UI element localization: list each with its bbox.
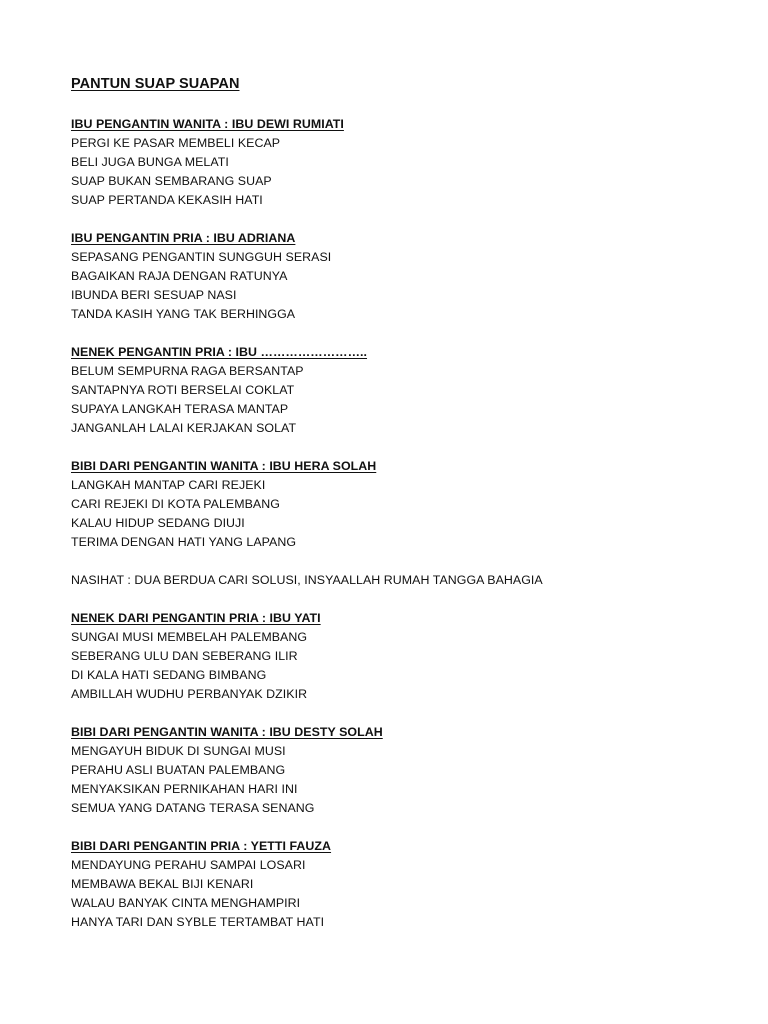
document-title: PANTUN SUAP SUAPAN [71,76,240,92]
verse-line: LANGKAH MANTAP CARI REJEKI [71,478,266,492]
pantun-section-bibi-pengantin-pria [71,837,731,932]
verse-line: WALAU BANYAK CINTA MENGHAMPIRI [71,896,301,910]
pantun-section-bibi-desty-solah [71,723,731,818]
verse-line: TANDA KASIH YANG TAK BERHINGGA [71,307,296,321]
verse-line: CARI REJEKI DI KOTA PALEMBANG [71,497,280,511]
section-heading: IBU PENGANTIN WANITA : IBU DEWI RUMIATI [71,117,344,131]
verse-line: IBUNDA BERI SESUAP NASI [71,288,237,302]
verse-line: MEMBAWA BEKAL BIJI KENARI [71,877,254,891]
verse-line: SANTAPNYA ROTI BERSELAI COKLAT [71,383,295,397]
verse-line: BELI JUGA BUNGA MELATI [71,155,229,169]
verse-line: MENDAYUNG PERAHU SAMPAI LOSARI [71,858,306,872]
verse-line: KALAU HIDUP SEDANG DIUJI [71,516,245,530]
section-heading: IBU PENGANTIN PRIA : IBU ADRIANA [71,231,296,245]
verse-line: HANYA TARI DAN SYBLE TERTAMBAT HATI [71,915,325,929]
verse-line: DI KALA HATI SEDANG BIMBANG [71,668,267,682]
verse-line: SEPASANG PENGANTIN SUNGGUH SERASI [71,250,332,264]
pantun-section-ibu-pengantin-pria [71,229,731,324]
section-heading: BIBI DARI PENGANTIN PRIA : YETTI FAUZA [71,839,332,853]
verse-line: MENGAYUH BIDUK DI SUNGAI MUSI [71,744,286,758]
section-heading: BIBI DARI PENGANTIN WANITA : IBU DESTY SOLAH [71,725,383,739]
pantun-section-nenek-dari-pengantin-pria [71,609,731,704]
document-page [71,73,731,951]
verse-line: BELUM SEMPURNA RAGA BERSANTAP [71,364,304,378]
verse-line: SUAP BUKAN SEMBARANG SUAP [71,174,272,188]
verse-line: MENYAKSIKAN PERNIKAHAN HARI INI [71,782,298,796]
verse-line: BAGAIKAN RAJA DENGAN RATUNYA [71,269,288,283]
verse-line: SUAP PERTANDA KEKASIH HATI [71,193,263,207]
section-heading: BIBI DARI PENGANTIN WANITA : IBU HERA SOLAH [71,459,377,473]
section-heading: NENEK DARI PENGANTIN PRIA : IBU YATI [71,611,321,625]
verse-line: JANGANLAH LALAI KERJAKAN SOLAT [71,421,297,435]
pantun-section-ibu-pengantin-wanita [71,115,731,210]
verse-line: SEMUA YANG DATANG TERASA SENANG [71,801,315,815]
verse-line: SUNGAI MUSI MEMBELAH PALEMBANG [71,630,308,644]
verse-line: TERIMA DENGAN HATI YANG LAPANG [71,535,297,549]
section-heading: NENEK PENGANTIN PRIA : IBU …………………….. [71,345,368,359]
verse-line: SUPAYA LANGKAH TERASA MANTAP [71,402,289,416]
verse-line: PERGI KE PASAR MEMBELI KECAP [71,136,281,150]
verse-line: SEBERANG ULU DAN SEBERANG ILIR [71,649,298,663]
pantun-section-bibi-pengantin-wanita [71,457,731,552]
verse-line: PERAHU ASLI BUATAN PALEMBANG [71,763,286,777]
pantun-section-nenek-pengantin-pria [71,343,731,438]
advice-line: NASIHAT : DUA BERDUA CARI SOLUSI, INSYAALLAH RUMAH TANGGA BAHAGIA [71,573,543,587]
verse-line: AMBILLAH WUDHU PERBANYAK DZIKIR [71,687,308,701]
